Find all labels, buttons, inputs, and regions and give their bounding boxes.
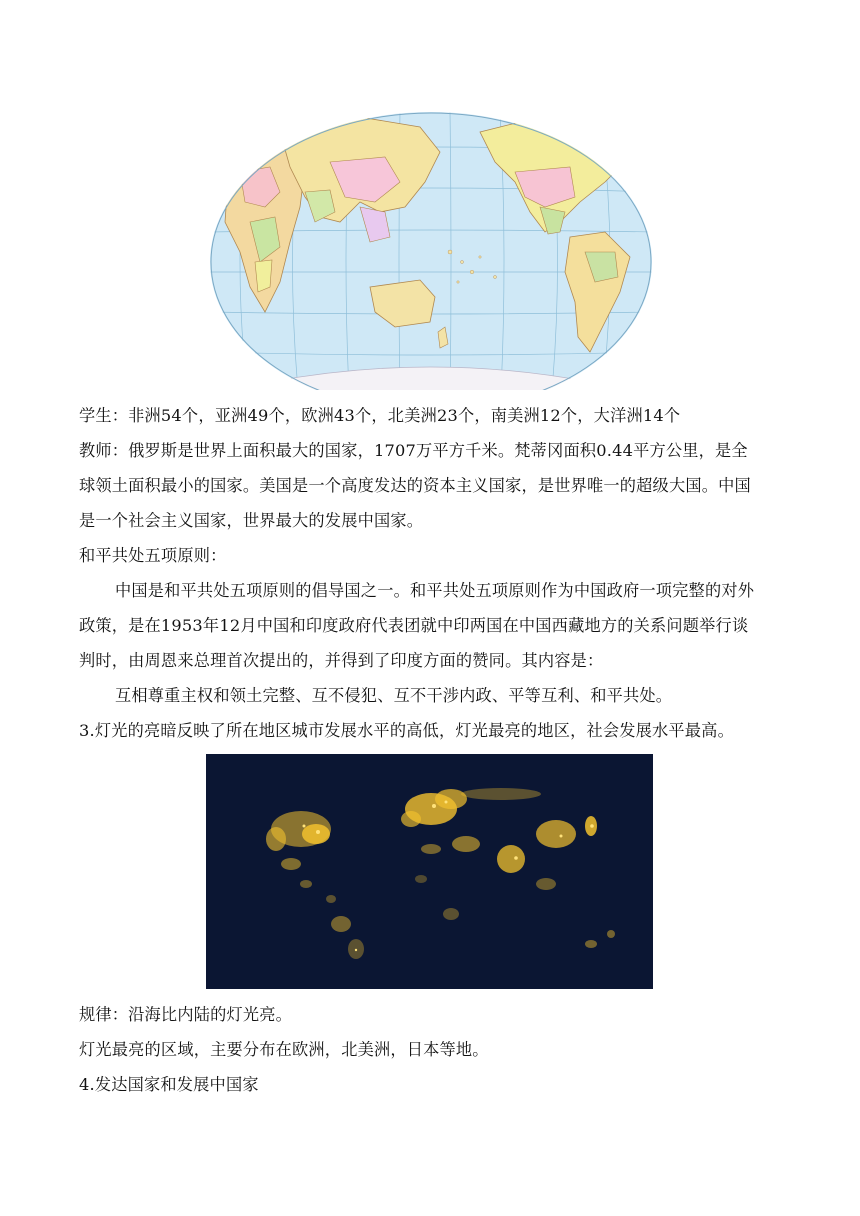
text-line-teacher-1: 教师：俄罗斯是世界上面积最大的国家，1707万平方千米。梵蒂冈面积0.44平方公里，是全 bbox=[79, 441, 748, 460]
text-line-brightest-regions: 灯光最亮的区域，主要分布在欧洲，北美洲，日本等地。 bbox=[79, 1040, 489, 1059]
text-line-teacher-3: 是一个社会主义国家，世界最大的发展中国家。 bbox=[79, 511, 424, 530]
night-lights-map-figure bbox=[206, 754, 653, 989]
world-political-map-figure bbox=[210, 112, 652, 390]
text-line-students: 学生：非洲54个，亚洲49个，欧洲43个，北美洲23个，南美洲12个，大洋洲14个 bbox=[79, 406, 681, 425]
text-line-principles-1: 中国是和平共处五项原则的倡导国之一。和平共处五项原则作为中国政府一项完整的对外 bbox=[115, 581, 755, 600]
text-line-principles-2: 政策，是在1953年12月中国和印度政府代表团就中印两国在中国西藏地方的关系问题举行谈 bbox=[79, 616, 749, 635]
world-night-lights-map-icon bbox=[206, 754, 653, 989]
world-political-map-icon bbox=[210, 112, 652, 390]
section-heading-five-principles: 和平共处五项原则： bbox=[79, 546, 227, 565]
text-line-rule: 规律：沿海比内陆的灯光亮。 bbox=[79, 1005, 293, 1024]
text-line-teacher-2: 球领土面积最小的国家。美国是一个高度发达的资本主义国家，是世界唯一的超级大国。中国 bbox=[79, 476, 751, 495]
section-heading-developed-developing: 4.发达国家和发展中国家 bbox=[79, 1075, 259, 1094]
text-line-principles-content: 互相尊重主权和领土完整、互不侵犯、互不干涉内政、平等互利、和平共处。 bbox=[115, 686, 673, 705]
text-line-principles-3: 判时，由周恩来总理首次提出的，并得到了印度方面的赞同。其内容是： bbox=[79, 651, 604, 670]
section-heading-lights: 3.灯光的亮暗反映了所在地区城市发展水平的高低，灯光最亮的地区，社会发展水平最高。 bbox=[79, 721, 734, 740]
